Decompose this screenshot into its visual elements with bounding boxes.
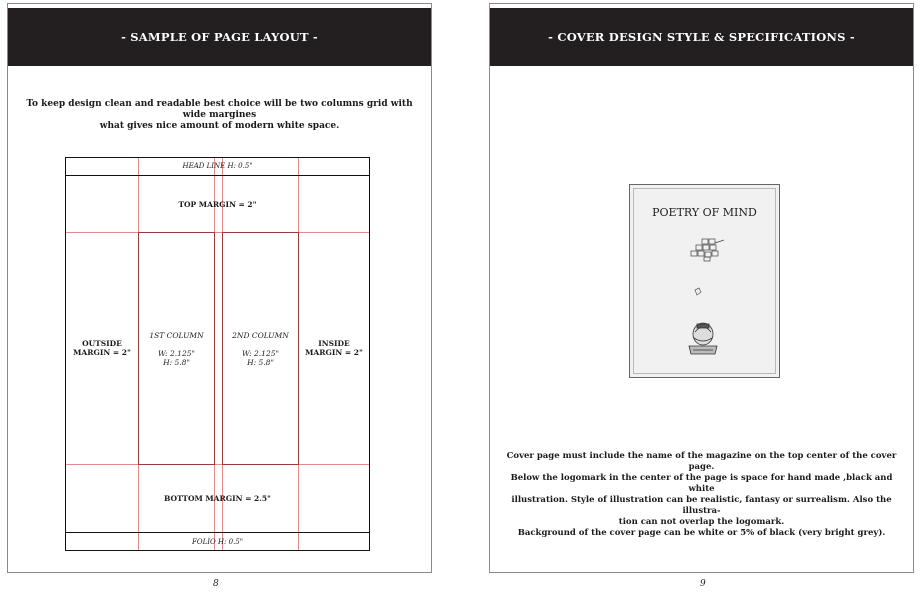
col1-width: W: 2.125" xyxy=(158,348,195,358)
left-banner xyxy=(8,8,431,66)
col2-height: H: 5.8" xyxy=(247,357,274,367)
spec-line-5: Background of the cover page can be white or 5% of black (very bright grey). xyxy=(517,528,886,538)
col2-title: 2ND COLUMN xyxy=(232,330,289,340)
col1-title: 1ST COLUMN xyxy=(149,330,204,340)
spec-line-2: Below the logomark in the center of the page is space for hand made ,black and white xyxy=(510,473,893,494)
bottom-margin-label: BOTTOM MARGIN = 2.5" xyxy=(164,494,271,503)
first-column-box xyxy=(138,232,215,465)
right-banner xyxy=(490,8,913,66)
hand-drawn-illustration-icon xyxy=(685,318,721,358)
layout-intro-text xyxy=(18,99,421,132)
outside-margin-line-1: OUTSIDE xyxy=(82,339,122,348)
small-sketch-icon xyxy=(693,287,703,297)
col2-width: W: 2.125" xyxy=(242,348,279,358)
right-page-number: 9 xyxy=(700,579,706,589)
spec-line-1: Cover page must include the name of the magazine on the top center of the cover page. xyxy=(506,451,897,472)
left-page-number: 8 xyxy=(213,579,219,589)
intro-line-2: what gives nice amount of modern white space. xyxy=(99,121,340,131)
headline-divider xyxy=(66,175,369,176)
intro-line-1: To keep design clean and readable best choice will be two columns grid with wide margines xyxy=(26,99,413,120)
col1-height: H: 5.8" xyxy=(163,357,190,367)
logomark-icon xyxy=(688,237,728,263)
folio-divider xyxy=(66,532,369,533)
cover-magazine-title: POETRY OF MIND xyxy=(652,206,757,219)
inside-margin-label xyxy=(298,339,370,357)
page-left xyxy=(7,3,432,573)
page-right xyxy=(489,3,914,573)
outside-margin-label xyxy=(66,339,138,357)
spec-line-4: tion can not overlap the logomark. xyxy=(618,517,785,527)
cover-specifications-text xyxy=(502,451,901,539)
guide-line-h1 xyxy=(66,232,369,233)
top-margin-label: TOP MARGIN = 2" xyxy=(178,200,257,209)
folio-label: FOLIO H: 0.5" xyxy=(191,538,243,546)
spec-line-3: illustration. Style of illustration can be realistic, fantasy or surrealism. Also the illustra- xyxy=(511,495,892,516)
guide-line-h2 xyxy=(66,464,369,465)
right-banner-title: - COVER DESIGN STYLE & SPECIFICATIONS - xyxy=(548,30,855,44)
outside-margin-line-2: MARGIN = 2" xyxy=(73,348,131,357)
layout-grid-diagram xyxy=(65,157,370,551)
headline-label: HEAD LINE H: 0.5" xyxy=(182,162,253,170)
left-banner-title: - SAMPLE OF PAGE LAYOUT - xyxy=(121,30,318,44)
inside-margin-line-1: INSIDE xyxy=(318,339,350,348)
second-column-box xyxy=(222,232,299,465)
cover-preview xyxy=(629,184,780,378)
inside-margin-line-2: MARGIN = 2" xyxy=(305,348,363,357)
